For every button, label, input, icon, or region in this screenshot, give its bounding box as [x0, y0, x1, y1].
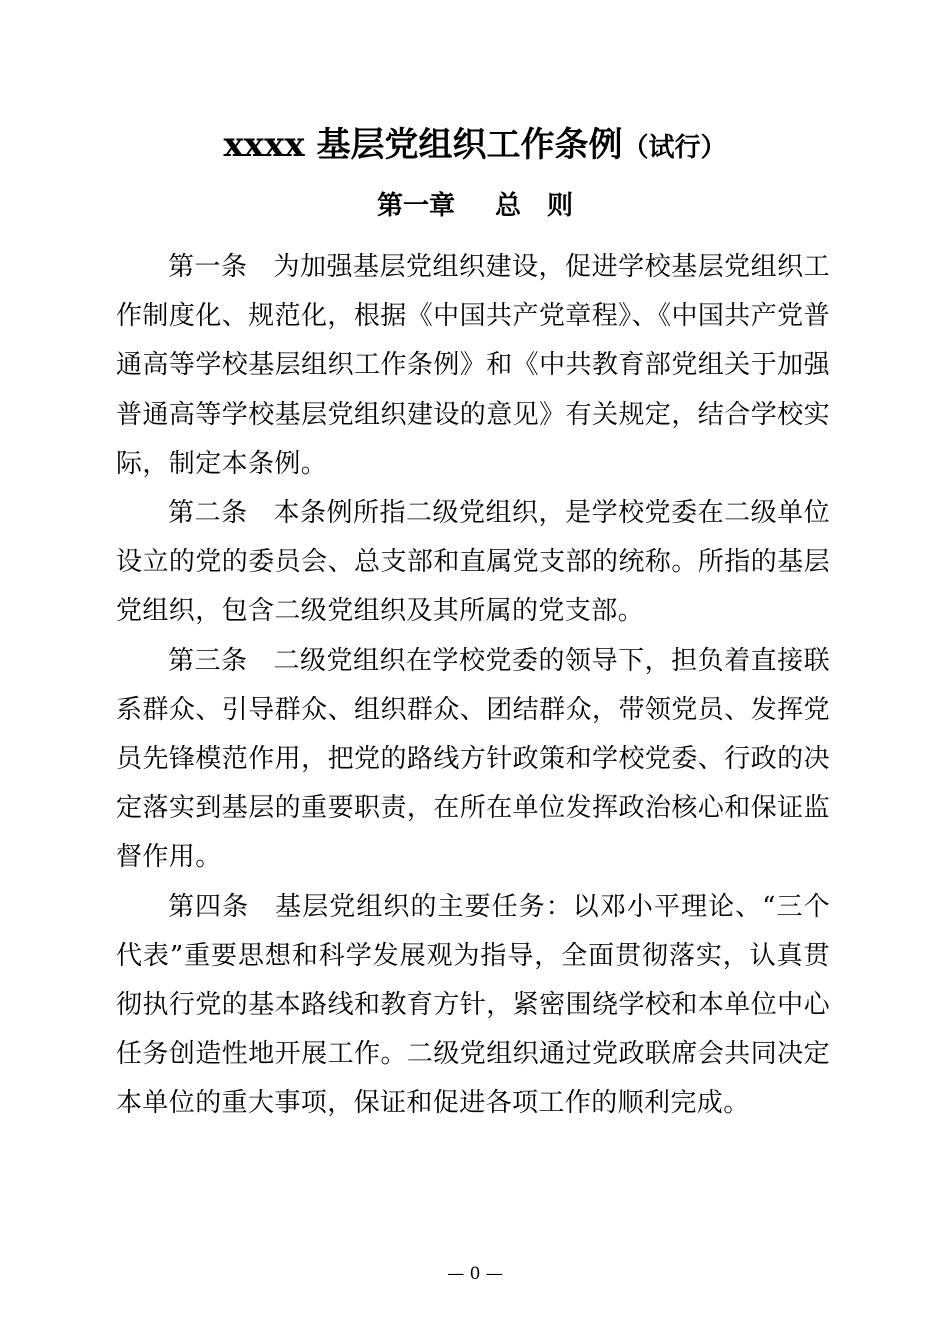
article-text: 基层党组织的主要任务：以邓小平理论、“三个代表”重要思想和科学发展观为指导，全面贯彻落实，认真贯彻执行党的基本路线和教育方针，紧密围绕学校和本单位中心任务创造性地开展工作。二级党组织通过党政联席会共同决定本单位的重大事项，保证和促进各项工作的顺利完成。	[116, 891, 830, 1119]
article-text: 二级党组织在学校党委的领导下，担负着直接联系群众、引导群众、组织群众、团结群众，带领党员、发挥党员先锋模范作用，把党的路线方针政策和学校党委、行政的决定落实到基层的重要职责，在所在单位发挥政治核心和保证监督作用。	[116, 645, 830, 873]
article-number: 第二条	[168, 498, 248, 529]
article-number: 第三条	[168, 645, 248, 676]
article-number: 第四条	[168, 891, 250, 922]
document-body	[116, 243, 830, 1129]
article-text: 本条例所指二级党组织，是学校党委在二级单位设立的党的委员会、总支部和直属党支部的统称。所指的基层党组织，包含二级党组织及其所属的党支部。	[116, 498, 830, 627]
document-title-main: xxxx 基层党组织工作条例	[223, 125, 623, 165]
article-2	[116, 489, 830, 637]
chapter-number: 第一章	[376, 191, 455, 221]
article-1	[116, 243, 830, 489]
chapter-heading	[0, 184, 950, 228]
article-4	[116, 883, 830, 1129]
chapter-name: 总 则	[495, 191, 574, 221]
document-title-sub: （试行）	[622, 133, 727, 163]
article-3	[116, 637, 830, 883]
article-text: 为加强基层党组织建设，促进学校基层党组织工作制度化、规范化，根据《中国共产党章程》、《中国共产党普通高等学校基层组织工作条例》和《中共教育部党组关于加强普通高等学校基层党组织建设的意见》有关规定，结合学校实际，制定本条例。	[116, 252, 830, 479]
article-number: 第一条	[168, 252, 248, 282]
document-title	[0, 120, 950, 173]
page-number: — 0 —	[447, 1264, 503, 1284]
